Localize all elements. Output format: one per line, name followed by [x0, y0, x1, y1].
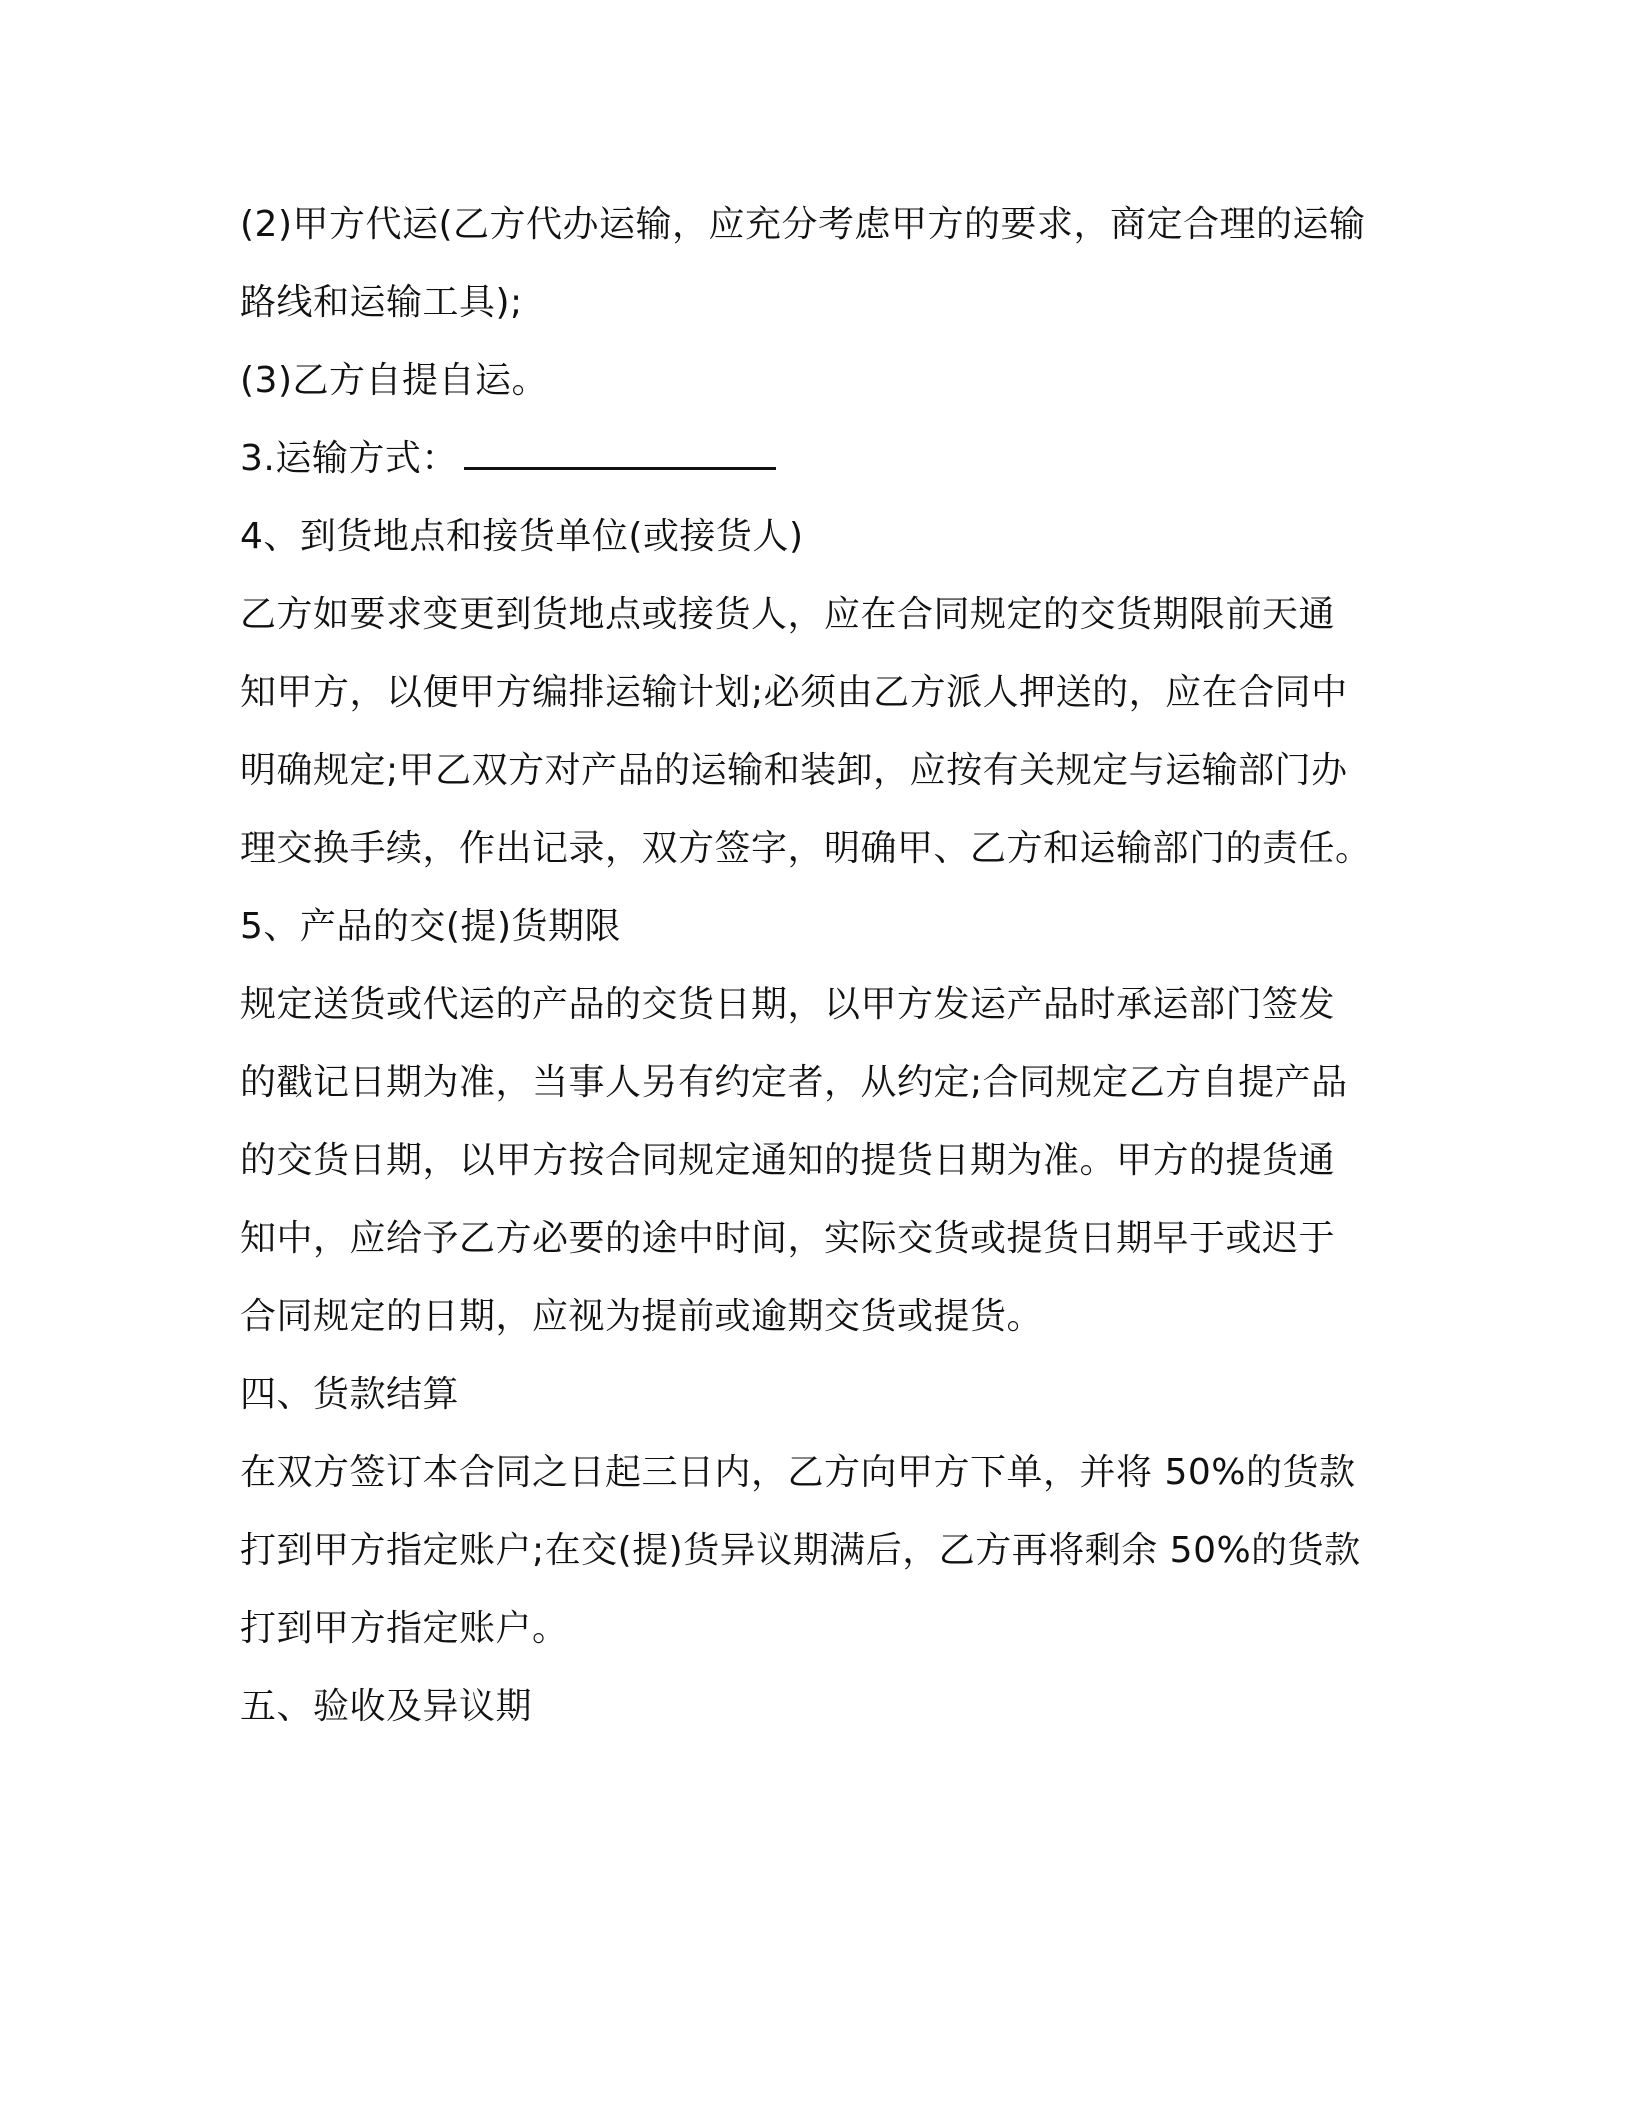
section-heading: 5、产品的交(提)货期限	[240, 906, 621, 947]
text-line: (2)甲方代运(乙方代办运输，应充分考虑甲方的要求，商定合理的运输	[240, 204, 1366, 245]
transport-method-blank	[464, 433, 776, 470]
section-heading: 四、货款结算	[240, 1374, 460, 1415]
text-line: 规定送货或代运的产品的交货日期，以甲方发运产品时承运部门签发	[240, 984, 1336, 1025]
text-line: 知甲方，以便甲方编排运输计划;必须由乙方派人押送的，应在合同中	[240, 672, 1348, 713]
text-line: 知中，应给予乙方必要的途中时间，实际交货或提货日期早于或迟于	[240, 1218, 1336, 1259]
text-line: 在双方签订本合同之日起三日内，乙方向甲方下单，并将 50%的货款	[240, 1452, 1356, 1493]
transport-method-label: 3.运输方式：	[240, 438, 458, 479]
transport-method-line	[240, 420, 1380, 498]
document-body	[240, 186, 1380, 1746]
text-line: 合同规定的日期，应视为提前或逾期交货或提货。	[240, 1296, 1044, 1337]
text-line: 理交换手续，作出记录，双方签字，明确甲、乙方和运输部门的责任。	[240, 828, 1372, 869]
text-line: 乙方如要求变更到货地点或接货人，应在合同规定的交货期限前天通	[240, 594, 1336, 635]
text-line: 明确规定;甲乙双方对产品的运输和装卸，应按有关规定与运输部门办	[240, 750, 1348, 791]
text-line: 打到甲方指定账户;在交(提)货异议期满后，乙方再将剩余 50%的货款	[240, 1530, 1361, 1571]
text-line: (3)乙方自提自运。	[240, 360, 548, 401]
section-heading: 4、到货地点和接货单位(或接货人)	[240, 516, 804, 557]
text-line: 打到甲方指定账户。	[240, 1608, 569, 1649]
section-heading: 五、验收及异议期	[240, 1686, 533, 1727]
text-line: 的交货日期，以甲方按合同规定通知的提货日期为准。甲方的提货通	[240, 1140, 1336, 1181]
text-line: 路线和运输工具);	[240, 282, 523, 323]
text-line: 的戳记日期为准，当事人另有约定者，从约定;合同规定乙方自提产品	[240, 1062, 1348, 1103]
